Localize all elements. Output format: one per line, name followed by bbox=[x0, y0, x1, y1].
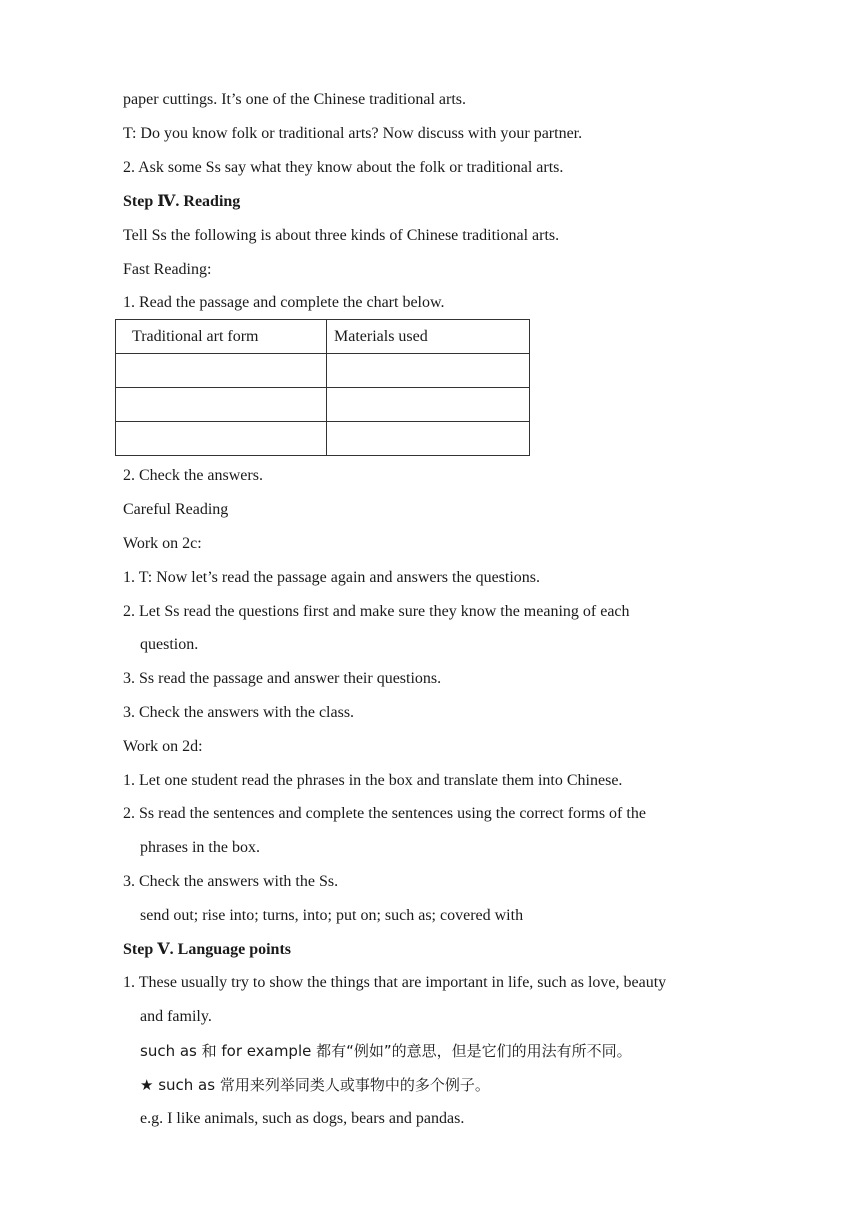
table-header-cell: Traditional art form bbox=[116, 320, 327, 354]
text-line: Tell Ss the following is about three kinds of Chinese traditional arts. bbox=[123, 227, 560, 244]
text-line: 1. These usually try to show the things that are important in life, such as love, beauty bbox=[123, 974, 667, 991]
table-row bbox=[116, 354, 530, 388]
text-line: 3. Ss read the passage and answer their questions. bbox=[123, 670, 442, 687]
section-heading-step-4: Step Ⅳ. Reading bbox=[123, 193, 241, 210]
text-line: send out; rise into; turns, into; put on; such as; covered with bbox=[140, 907, 524, 924]
table-header-row bbox=[116, 320, 530, 354]
text-line: and family. bbox=[140, 1008, 212, 1025]
text-line: phrases in the box. bbox=[140, 839, 260, 856]
text-line: 3. Check the answers with the Ss. bbox=[123, 873, 339, 890]
text-line: ★ such as 常用来列举同类人或事物中的多个例子。 bbox=[140, 1076, 490, 1094]
text-line: paper cuttings. It’s one of the Chinese traditional arts. bbox=[123, 91, 467, 108]
section-heading-step-5: Step Ⅴ. Language points bbox=[123, 941, 292, 958]
text-line: such as 和 for example 都有“例如”的意思，但是它们的用法有所不同。 bbox=[140, 1042, 632, 1060]
text-line: T: Do you know folk or traditional arts? Now discuss with your partner. bbox=[123, 125, 583, 142]
subheading-fast-reading: Fast Reading: bbox=[123, 261, 212, 278]
text-line: 1. Let one student read the phrases in the box and translate them into Chinese. bbox=[123, 772, 623, 789]
table-cell bbox=[116, 422, 327, 456]
table-row bbox=[116, 388, 530, 422]
subheading-work-2c: Work on 2c: bbox=[123, 535, 202, 552]
text-line: 1. Read the passage and complete the chart below. bbox=[123, 294, 445, 311]
text-line: 2. Check the answers. bbox=[123, 467, 263, 484]
table-cell bbox=[327, 422, 530, 456]
text-line: 1. T: Now let’s read the passage again and answers the questions. bbox=[123, 569, 541, 586]
text-line: 3. Check the answers with the class. bbox=[123, 704, 355, 721]
table-cell bbox=[327, 354, 530, 388]
subheading-work-2d: Work on 2d: bbox=[123, 738, 203, 755]
table-row bbox=[116, 422, 530, 456]
text-line: e.g. I like animals, such as dogs, bears and pandas. bbox=[140, 1110, 465, 1127]
table-cell bbox=[327, 388, 530, 422]
text-line: question. bbox=[140, 636, 199, 653]
table-header-cell: Materials used bbox=[327, 320, 530, 354]
text-line: 2. Let Ss read the questions first and make sure they know the meaning of each bbox=[123, 603, 630, 620]
text-line: 2. Ask some Ss say what they know about the folk or traditional arts. bbox=[123, 159, 564, 176]
chart-table bbox=[115, 319, 530, 456]
table-cell bbox=[116, 388, 327, 422]
table-cell bbox=[116, 354, 327, 388]
subheading-careful-reading: Careful Reading bbox=[123, 501, 229, 518]
text-line: 2. Ss read the sentences and complete the sentences using the correct forms of the bbox=[123, 805, 646, 822]
